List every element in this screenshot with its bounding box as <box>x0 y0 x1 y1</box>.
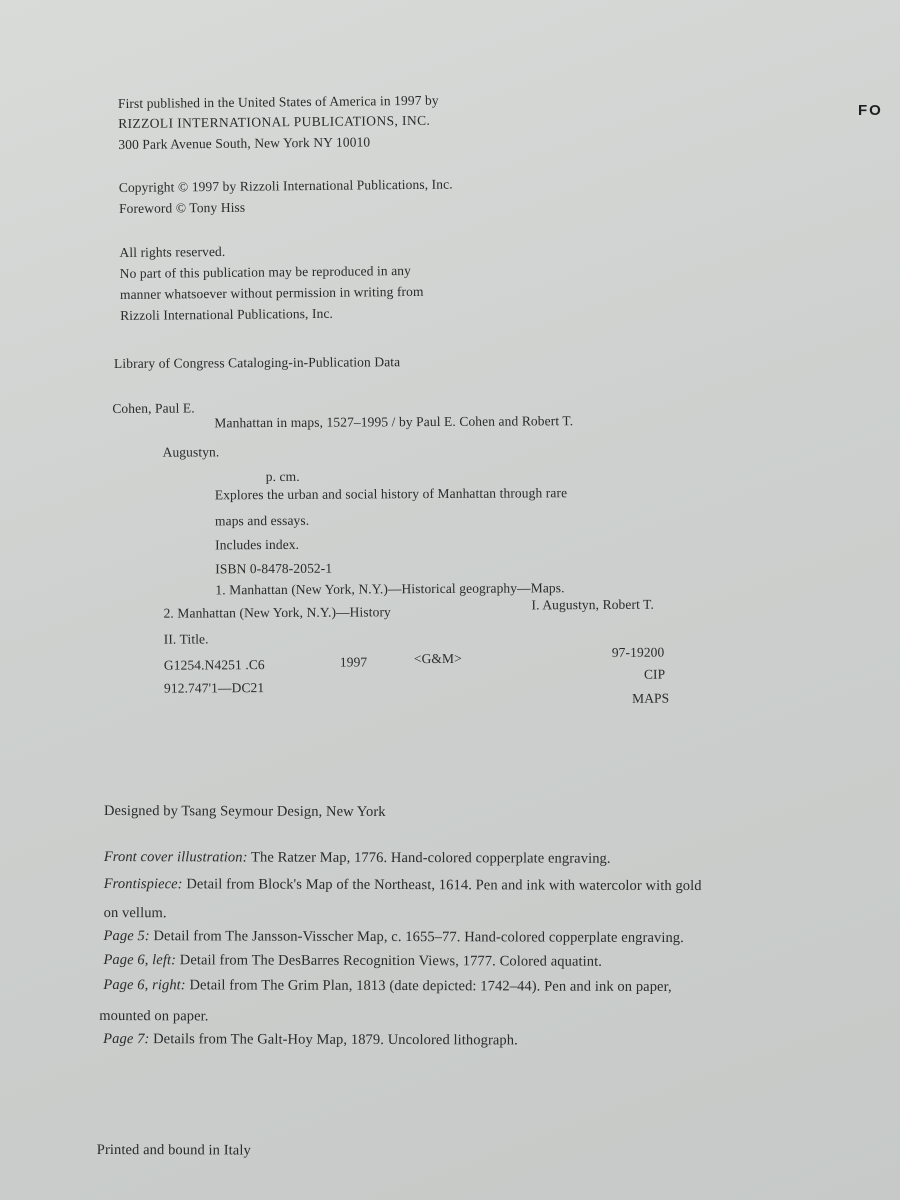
cip-description-2: maps and essays. <box>214 512 310 529</box>
cip-lccn: 97-19200 <box>611 644 665 660</box>
design-credit: Designed by Tsang Seymour Design, New York <box>103 803 386 820</box>
credit-label: Page 6, left: <box>103 951 177 969</box>
cip-author: Cohen, Paul E. <box>112 400 195 416</box>
rights-reserved: All rights reserved. <box>119 243 226 261</box>
credit-text: The Ratzer Map, 1776. Hand-colored copperplate engraving. <box>247 849 611 867</box>
credit-text: on vellum. <box>103 904 167 922</box>
cip-title: Manhattan in maps, 1527–1995 / by Paul E. Cohen and Robert T. <box>214 413 574 431</box>
cip-call-number: G1254.N4251 .C6 <box>163 657 265 673</box>
credit-line <box>104 904 167 922</box>
credit-label: Frontispiece: <box>103 875 183 893</box>
cip-dewey: 912.747'1—DC21 <box>163 680 265 696</box>
cip-maps-label: MAPS <box>632 690 670 706</box>
publication-block <box>0 0 899 324</box>
credit-line <box>104 848 611 868</box>
cip-index: Includes index. <box>215 536 300 553</box>
publisher-name: RIZZOLI INTERNATIONAL PUBLICATIONS, INC. <box>118 112 431 132</box>
credit-line <box>103 976 671 996</box>
credit-line <box>103 951 602 971</box>
publication-line-1: First published in the United States of America in 1997 by <box>117 92 439 112</box>
credit-text: Detail from Block's Map of the Northeast, 1614. Pen and ink with watercolor with gold <box>182 876 702 895</box>
credit-text: Detail from The Grim Plan, 1813 (date depicted: 1742–44). Pen and ink on paper, <box>185 977 672 995</box>
credit-label: Front cover illustration: <box>103 848 248 866</box>
cip-call-code: <G&M> <box>413 650 462 667</box>
credit-label: Page 6, right: <box>103 976 186 994</box>
cip-pages: p. cm. <box>265 468 300 485</box>
cip-heading: Library of Congress Cataloging-in-Publication Data <box>113 354 401 371</box>
cip-isbn: ISBN 0-8478-2052-1 <box>215 560 333 577</box>
foreword-copyright-line: Foreword © Tony Hiss <box>118 199 246 217</box>
publisher-address: 300 Park Avenue South, New York NY 10010 <box>118 134 371 153</box>
credit-text: Detail from The Jansson-Visscher Map, c. 1655–77. Hand-colored copperplate engraving. <box>149 928 684 947</box>
copyright-line: Copyright © 1997 by Rizzoli International Publications, Inc. <box>118 176 453 196</box>
rights-line-3: manner whatsoever without permission in writing from <box>119 283 424 303</box>
cip-title-entry: II. Title. <box>163 631 209 647</box>
credit-line <box>99 1007 208 1025</box>
rights-line-2: No part of this publication may be reproduced in any <box>119 262 412 282</box>
credit-text: mounted on paper. <box>99 1007 209 1025</box>
cip-description-1: Explores the urban and social history of Manhattan through rare <box>214 485 568 503</box>
credit-line <box>104 927 684 947</box>
credit-line <box>103 1030 518 1049</box>
cip-title-cont: Augustyn. <box>162 444 220 460</box>
credit-label: Page 7: <box>103 1030 150 1048</box>
cip-call-year: 1997 <box>339 654 368 670</box>
cip-label: CIP <box>643 666 666 682</box>
credit-text: Detail from The DesBarres Recognition Views, 1777. Colored aquatint. <box>176 952 602 970</box>
cip-subject-2: 2. Manhattan (New York, N.Y.)—History <box>163 604 391 621</box>
cip-added-entry: I. Augustyn, Robert T. <box>531 596 655 613</box>
credit-text: Details from The Galt-Hoy Map, 1879. Uncolored lithograph. <box>149 1031 518 1049</box>
facing-page-heading-fragment: FO <box>858 102 883 119</box>
printed-line: Printed and bound in Italy <box>96 1141 251 1159</box>
rights-line-4: Rizzoli International Publications, Inc. <box>120 305 334 324</box>
credit-label: Page 5: <box>103 927 150 945</box>
cip-subject-1: 1. Manhattan (New York, N.Y.)—Historical geography—Maps. <box>215 580 565 598</box>
credit-line <box>104 875 702 895</box>
